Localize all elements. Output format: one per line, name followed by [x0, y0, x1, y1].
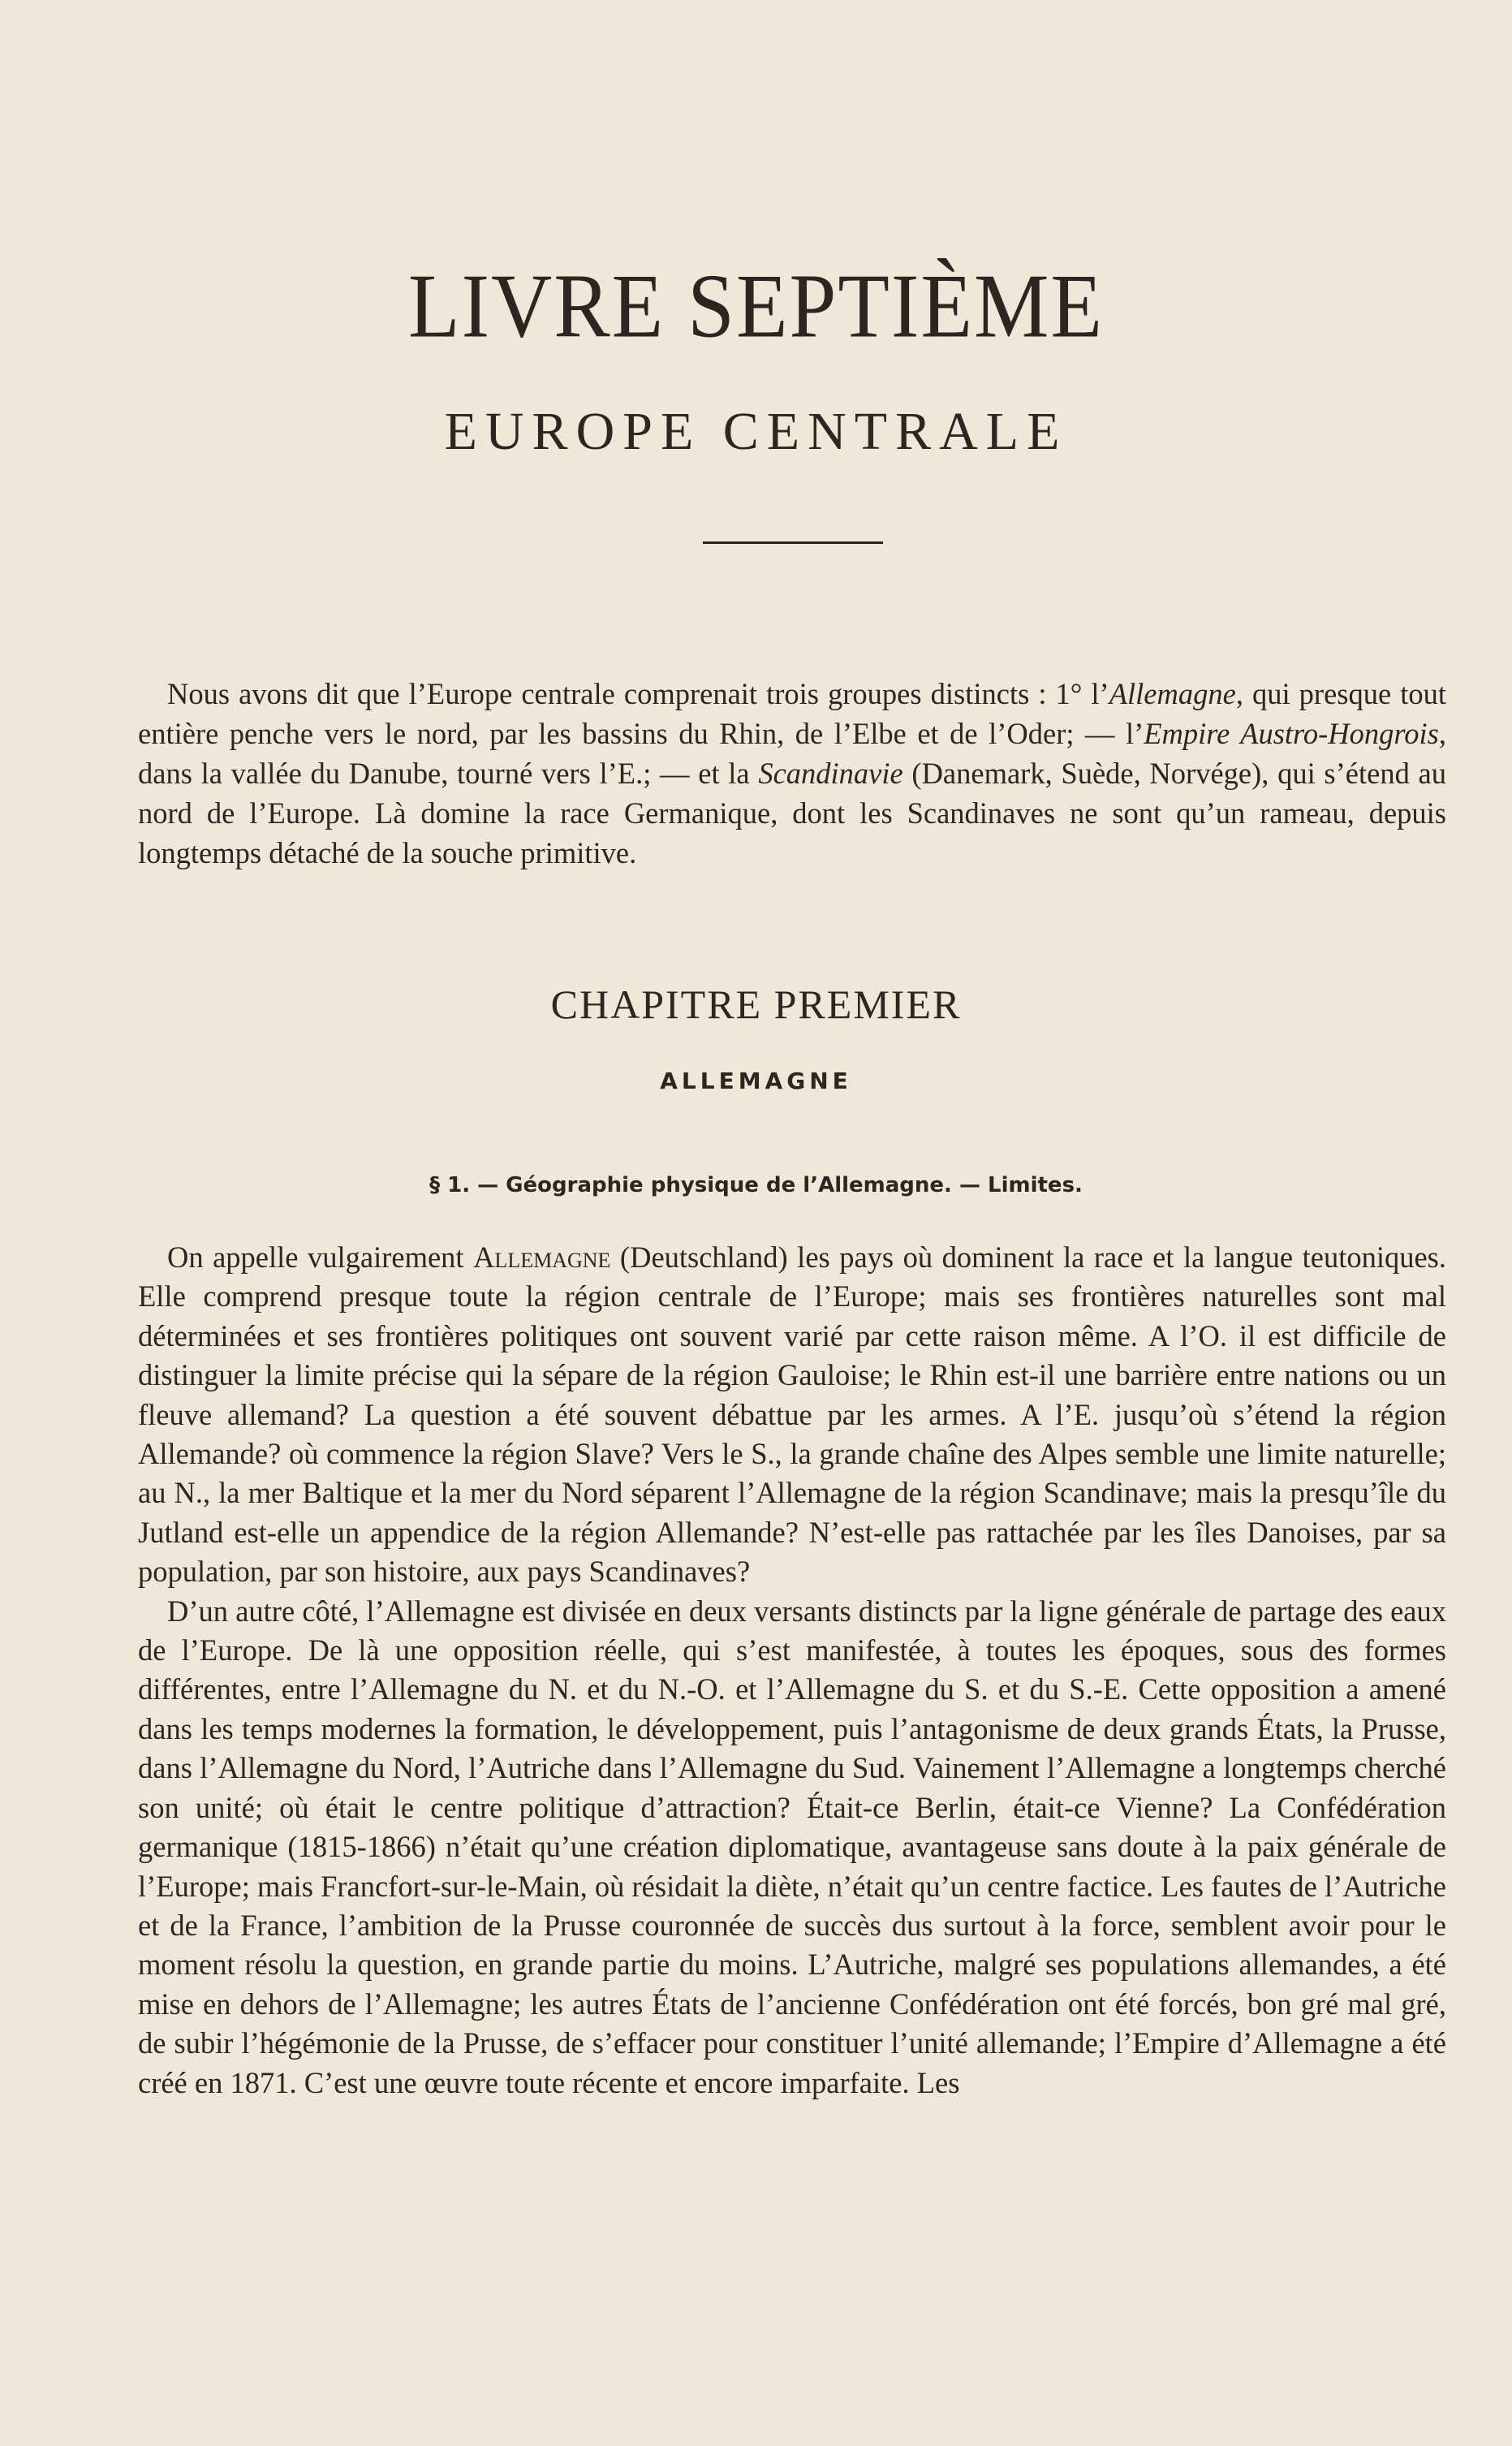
intro-italic-allemagne: Allemagne: [1109, 677, 1236, 710]
chapter-title: CHAPITRE PREMIER: [550, 981, 962, 1027]
intro-text-1: Nous avons dit que l’Europe centrale comprenait trois groupes distincts : 1° l’: [167, 677, 1109, 710]
part-title: EUROPE CENTRALE: [444, 402, 1068, 461]
intro-italic-empire: Empire Austro-Hongrois: [1144, 717, 1439, 750]
intro-paragraph: [138, 674, 1446, 873]
intro-text-4: (Danemark, Suède, Norvége), qui s’étend au nord de l’Europe. Là domine la race Germanique, dont les Scandinaves ne sont qu’un rameau, depuis longtemps détaché de la souche primitive.: [138, 757, 1446, 869]
p1-lead: On appelle vulgairement: [167, 1240, 474, 1274]
body-paragraph-1: [138, 1238, 1446, 1592]
p1-smallcaps-allemagne: Allemagne: [473, 1240, 611, 1274]
body-paragraph-2: D’un autre côté, l’Allemagne est divisée en deux versants distincts par la ligne générale de partage des eaux de l’Europe. De là une opposition réelle, qui s’est manifestée, à toutes les époques, sous des formes différentes, entre l’Allemagne du N. et du N.-O. et l’Allemagne du S. et du S.-E. Cette opposition a amené dans les temps modernes la formation, le développement, puis l’antagonisme de deux grands États, la Prusse, dans l’Allemagne du Nord, l’Autriche dans l’Allemagne du Sud. Vainement l’Allemagne a longtemps cherché son unité; où était le centre politique d’attraction? Était-ce Berlin, était-ce Vienne? La Confédération germanique (1815-1866) n’était qu’une création diplomatique, avantageuse sans doute à la paix générale de l’Europe; mais Francfort-sur-le-Main, où résidait la diète, n’était qu’un centre factice. Les fautes de l’Autriche et de la France, l’ambition de la Prusse couronnée de succès dus surtout à la force, semblent avoir pour le moment résolu la question, en grande partie du moins. L’Autriche, malgré ses populations allemandes, a été mise en dehors de l’Allemagne; les autres États de l’ancienne Confédération ont été forcés, bon gré mal gré, de subir l’hégémonie de la Prusse, de s’effacer pour constituer l’unité allemande; l’Empire d’Allemagne a été créé en 1871. C’est une œuvre toute récente et encore imparfaite. Les: [138, 1594, 1446, 2099]
title-divider: [703, 541, 883, 544]
book-title: LIVRE SEPTIÈME: [407, 256, 1105, 357]
intro-text-2: , qui presque tout entière penche vers le nord, par les bassins du Rhin, de l’Elbe et de l’Oder; — l’: [138, 677, 1446, 750]
intro-text-3: , dans la vallée du Danube, tourné vers l’E.; — et la: [138, 717, 1446, 790]
chapter-subtitle: ALLEMAGNE: [660, 1068, 852, 1094]
body-text: [138, 1238, 1446, 2103]
p1-rest: (Deutschland) les pays où dominent la race et la langue teutoniques. Elle comprend presque toute la région centrale de l’Europe; mais ses frontières naturelles sont mal déterminées et ses frontières politiques ont souvent varié par cette raison même. A l’O. il est difficile de distinguer la limite précise qui la sépare de la région Gauloise; le Rhin est-il une barrière entre nations ou un fleuve allemand? La question a été souvent débattue par les armes. A l’E. jusqu’où s’étend la région Allemande? où commence la région Slave? Vers le S., la grande chaîne des Alpes semble une limite naturelle; au N., la mer Baltique et la mer du Nord séparent l’Allemagne de la région Scandinave; mais la presqu’île du Jutland est-elle un appendice de la région Allemande? N’est-elle pas rattachée par les îles Danoises, par sa population, par son histoire, aux pays Scandinaves?: [138, 1240, 1447, 1589]
intro-italic-scandinavie: Scandinavie: [758, 757, 903, 790]
section-title: § 1. — Géographie physique de l’Allemagne. — Limites.: [429, 1173, 1083, 1197]
